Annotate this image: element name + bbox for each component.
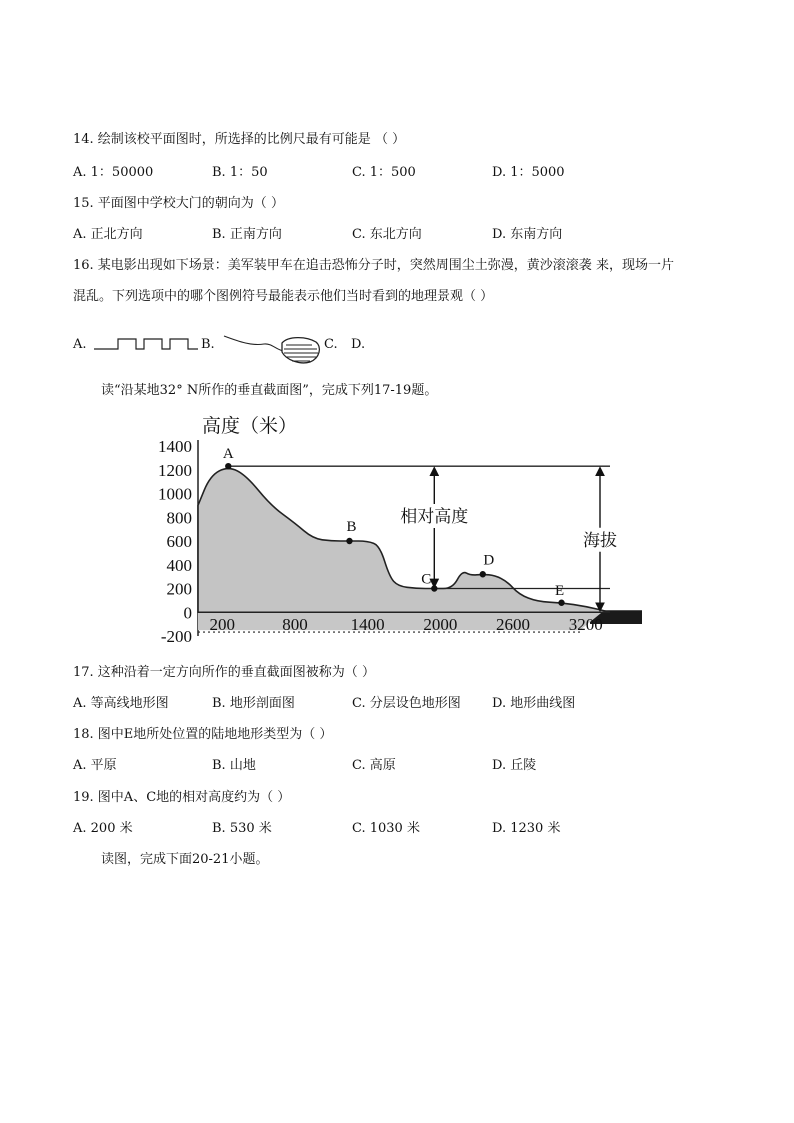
x-tick-label: 1400 [350,615,385,635]
y-axis-title: 高度（米） [202,416,298,437]
q19-option-c: C. 1030 米 [352,821,420,836]
q17-option-b: B. 地形剖面图 [212,696,295,711]
point-a-marker [225,463,231,469]
q18-option-c: C. 高原 [352,758,396,773]
q19-option-a: A. 200 米 [73,821,133,836]
lake-river-symbol-icon [222,330,326,370]
figure-intro-17-19: 读“沿某地32° N所作的垂直截面图”，完成下列17-19题。 [101,383,438,398]
q17-option-c: C. 分层设色地形图 [352,696,461,711]
figure-intro-20-21: 读图，完成下面20-21小题。 [101,852,269,867]
question-16-stem-line2: 混乱。下列选项中的哪个图例符号最能表示他们当时看到的地理景观（ ） [73,289,494,304]
q15-option-a: A. 正北方向 [73,227,143,242]
y-tick-label: 1400 [158,437,192,456]
point-c-marker [431,585,437,591]
point-d-label: D [483,552,495,569]
q15-option-b: B. 正南方向 [212,227,282,242]
q18-option-a: A. 平原 [73,758,117,773]
y-tick-label: 200 [166,579,192,599]
q17-option-d: D. 地形曲线图 [492,696,576,711]
q19-option-d: D. 1230 米 [492,821,561,836]
x-tick-label: 2600 [496,615,531,635]
q16-option-c-label: C. [324,337,338,352]
q16-option-d-label: D. [351,337,366,352]
question-16-stem-line1: 16. 某电影出现如下场景：美军装甲车在追击恐怖分子时，突然周围尘土弥漫，黄沙滚滚袭 来，现场一片 [73,258,674,273]
y-tick-label: -200 [160,627,192,646]
point-b-marker [346,538,352,544]
question-18-stem: 18. 图中E地所处位置的陆地地形类型为（ ） [73,727,333,742]
q15-option-c: C. 东北方向 [352,227,422,242]
point-e-label: E [554,582,565,599]
altitude-label: 海拔 [583,530,617,551]
x-tick-label: 200 [209,615,235,635]
y-tick-label: 0 [183,603,192,623]
q14-option-b: B. 1：50 [212,165,268,180]
question-15-stem: 15. 平面图中学校大门的朝向为（ ） [73,196,284,211]
q14-option-d: D. 1：5000 [492,165,565,180]
point-e-marker [558,600,564,606]
boundary-symbol-icon [92,334,200,354]
q14-option-c: C. 1：500 [352,165,416,180]
baseline-band [198,612,602,630]
q15-option-d: D. 东南方向 [492,227,563,242]
point-a-label: A [222,446,234,463]
q17-option-a: A. 等高线地形图 [73,696,169,711]
q18-option-d: D. 丘陵 [492,758,537,773]
q16-option-a-label: A. [73,337,87,352]
x-tick-label: 3200 [568,615,603,635]
q14-option-a: A. 1：50000 [73,165,154,180]
point-b-label: B [346,519,357,535]
y-tick-label: 1000 [158,484,192,504]
y-tick-label: 400 [166,555,192,575]
point-c-label: C [421,571,432,588]
terrain-profile-chart [140,408,660,648]
relative-height-label: 相对高度 [400,507,469,527]
question-17-stem: 17. 这种沿着一定方向所作的垂直截面图被称为（ ） [73,665,375,680]
q18-option-b: B. 山地 [212,758,256,773]
x-tick-label: 800 [282,615,308,635]
question-19-stem: 19. 图中A、C地的相对高度约为（ ） [73,790,291,805]
y-tick-label: 800 [166,508,192,528]
point-d-marker [480,571,486,577]
question-14-stem: 14. 绘制该校平面图时，所选择的比例尺最有可能是 （ ） [73,132,406,147]
q16-option-b-label: B. [201,337,215,352]
terrain-profile-area [198,469,610,613]
x-tick-label: 2000 [423,615,458,635]
y-tick-label: 1200 [158,460,192,480]
y-tick-label: 600 [166,532,192,551]
q19-option-b: B. 530 米 [212,821,272,836]
